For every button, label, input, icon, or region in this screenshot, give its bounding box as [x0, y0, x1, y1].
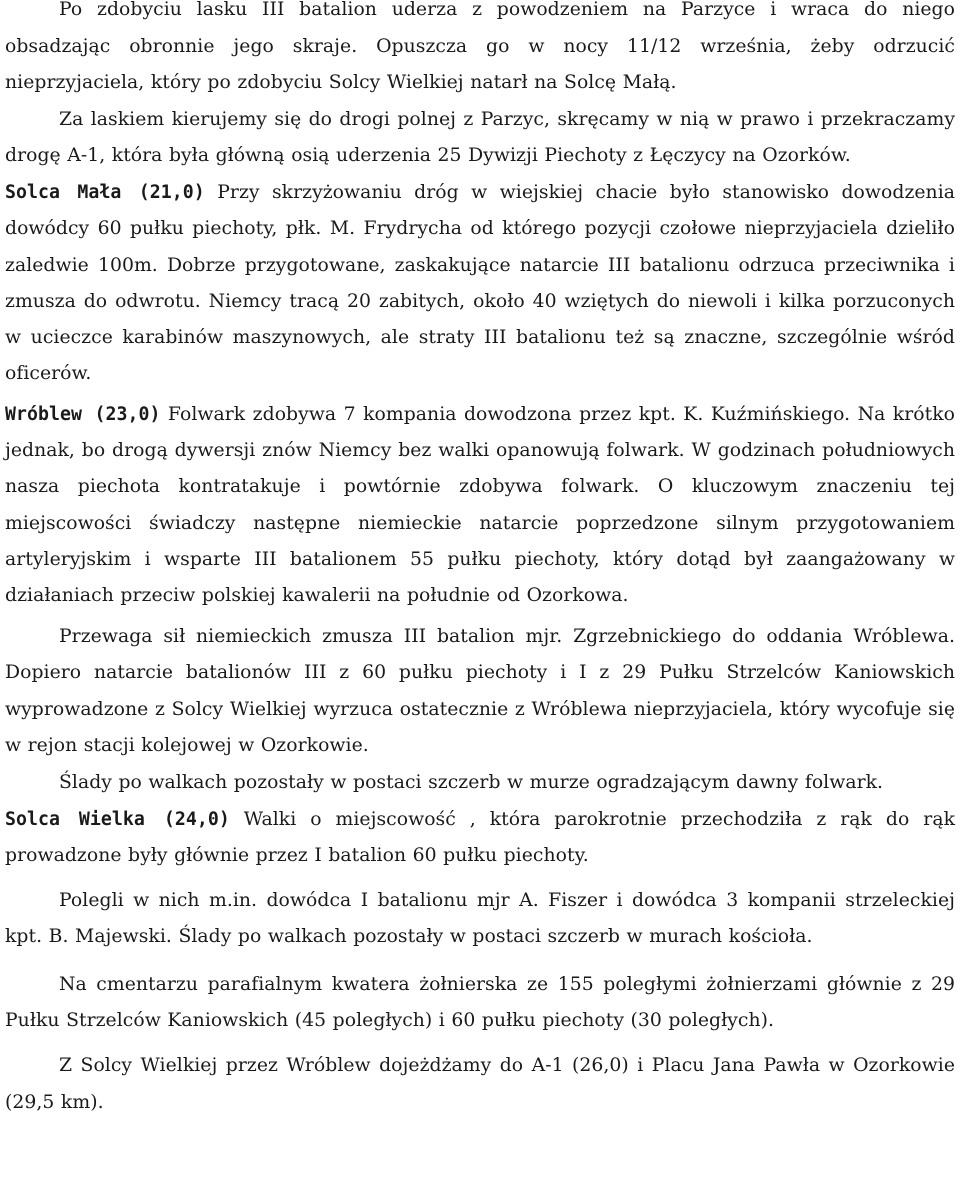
heading-solca-mala: Solca Mała (21,0) [5, 181, 205, 203]
heading-solca-wielka: Solca Wielka (24,0) [5, 808, 230, 830]
paragraph-solca-mala [5, 175, 955, 393]
paragraph-fallen-officers: Polegli w nich m.in. dowódca I batalionu mjr A. Fiszer i dowódca 3 kompanii strzeleckiej kpt. B. Majewski. Ślady po walkach pozostały w postaci szczerb w murach kościoła. [5, 889, 955, 948]
paragraph-parzyce-battalion: Po zdobyciu lasku III batalion uderza z powodzeniem na Parzyce i wraca do niego obsadzając obronnie jego skraje. Opuszcza go w nocy 11/12 września, żeby odrzucić nieprzyjaciela, który po zdobyciu Solcy Wielkiej natarł na Solcę Małą. [5, 0, 955, 94]
paragraph-final-route: Z Solcy Wielkiej przez Wróblew dojeżdżamy do A-1 (26,0) i Placu Jana Pawła w Ozorkowie (29,5 km). [5, 1055, 955, 1113]
heading-wroblew: Wróblew (23,0) [5, 403, 161, 425]
paragraph-traces-wall: Ślady po walkach pozostały w postaci szczerb w murze ogradzającym dawny folwark. [59, 771, 884, 793]
paragraph-wroblew [5, 397, 955, 615]
document-page [5, 0, 955, 1121]
paragraph-route-to-a1: Za laskiem kierujemy się do drogi polnej z Parzyc, skręcamy w nią w prawo i przekraczamy drogę A-1, która była główną osią uderzenia 25 Dywizji Piechoty z Łęczycy na Ozorków. [5, 108, 955, 167]
paragraph-cemetery: Na cmentarzu parafialnym kwatera żołnierska ze 155 poległymi żołnierzami głównie z 29 Pułku Strzelców Kaniowskich (45 poległych) i 60 pułku piechoty (30 poległych). [5, 973, 955, 1032]
paragraph-solca-mala-text: Przy skrzyżowaniu dróg w wiejskiej chacie było stanowisko dowodzenia dowódcy 60 pułku piechoty, płk. M. Frydrycha od którego pozycji czołowe nieprzyjaciela dzieliło zaledwie 100m. Dobrze przygotowane, zaskakujące natarcie III batalionu odrzuca przeciwnika i zmusza do odwrotu. Niemcy tracą 20 zabitych, około 40 wziętych do niewoli i kilka porzuconych w ucieczce karabinów maszynowych, ale straty III batalionu też są znaczne, szczególnie wśród oficerów. [5, 181, 956, 385]
paragraph-solca-wielka-text: Walki o miejscowość , która parokrotnie przechodziła z rąk do rąk prowadzone były głównie przez I batalion 60 pułku piechoty. [5, 808, 955, 867]
paragraph-wroblew-text: Folwark zdobywa 7 kompania dowodzona przez kpt. K. Kuźmińskiego. Na krótko jednak, bo drogą dywersji znów Niemcy bez walki opanowują folwark. W godzinach południowych nasza piechota kontratakuje i powtórnie zdobywa folwark. O kluczowym znaczeniu tej miejscowości świadczy następne niemieckie natarcie poprzedzone silnym przygotowaniem artyleryjskim i wsparte III batalionem 55 pułku piechoty, który dotąd był zaangażowany w działaniach przeciw polskiej kawalerii na południe od Ozorkowa. [5, 403, 956, 607]
paragraph-solca-wielka [5, 802, 955, 875]
paragraph-german-advantage: Przewaga sił niemieckich zmusza III batalion mjr. Zgrzebnickiego do oddania Wróblewa. Dopiero natarcie batalionów III z 60 pułku piechoty i I z 29 Pułku Strzelców Kaniowskich wyprowadzone z Solcy Wielkiej wyrzuca ostatecznie z Wróblewa nieprzyjaciela, który wycofuje się w rejon stacji kolejowej w Ozorkowie. [5, 625, 955, 757]
